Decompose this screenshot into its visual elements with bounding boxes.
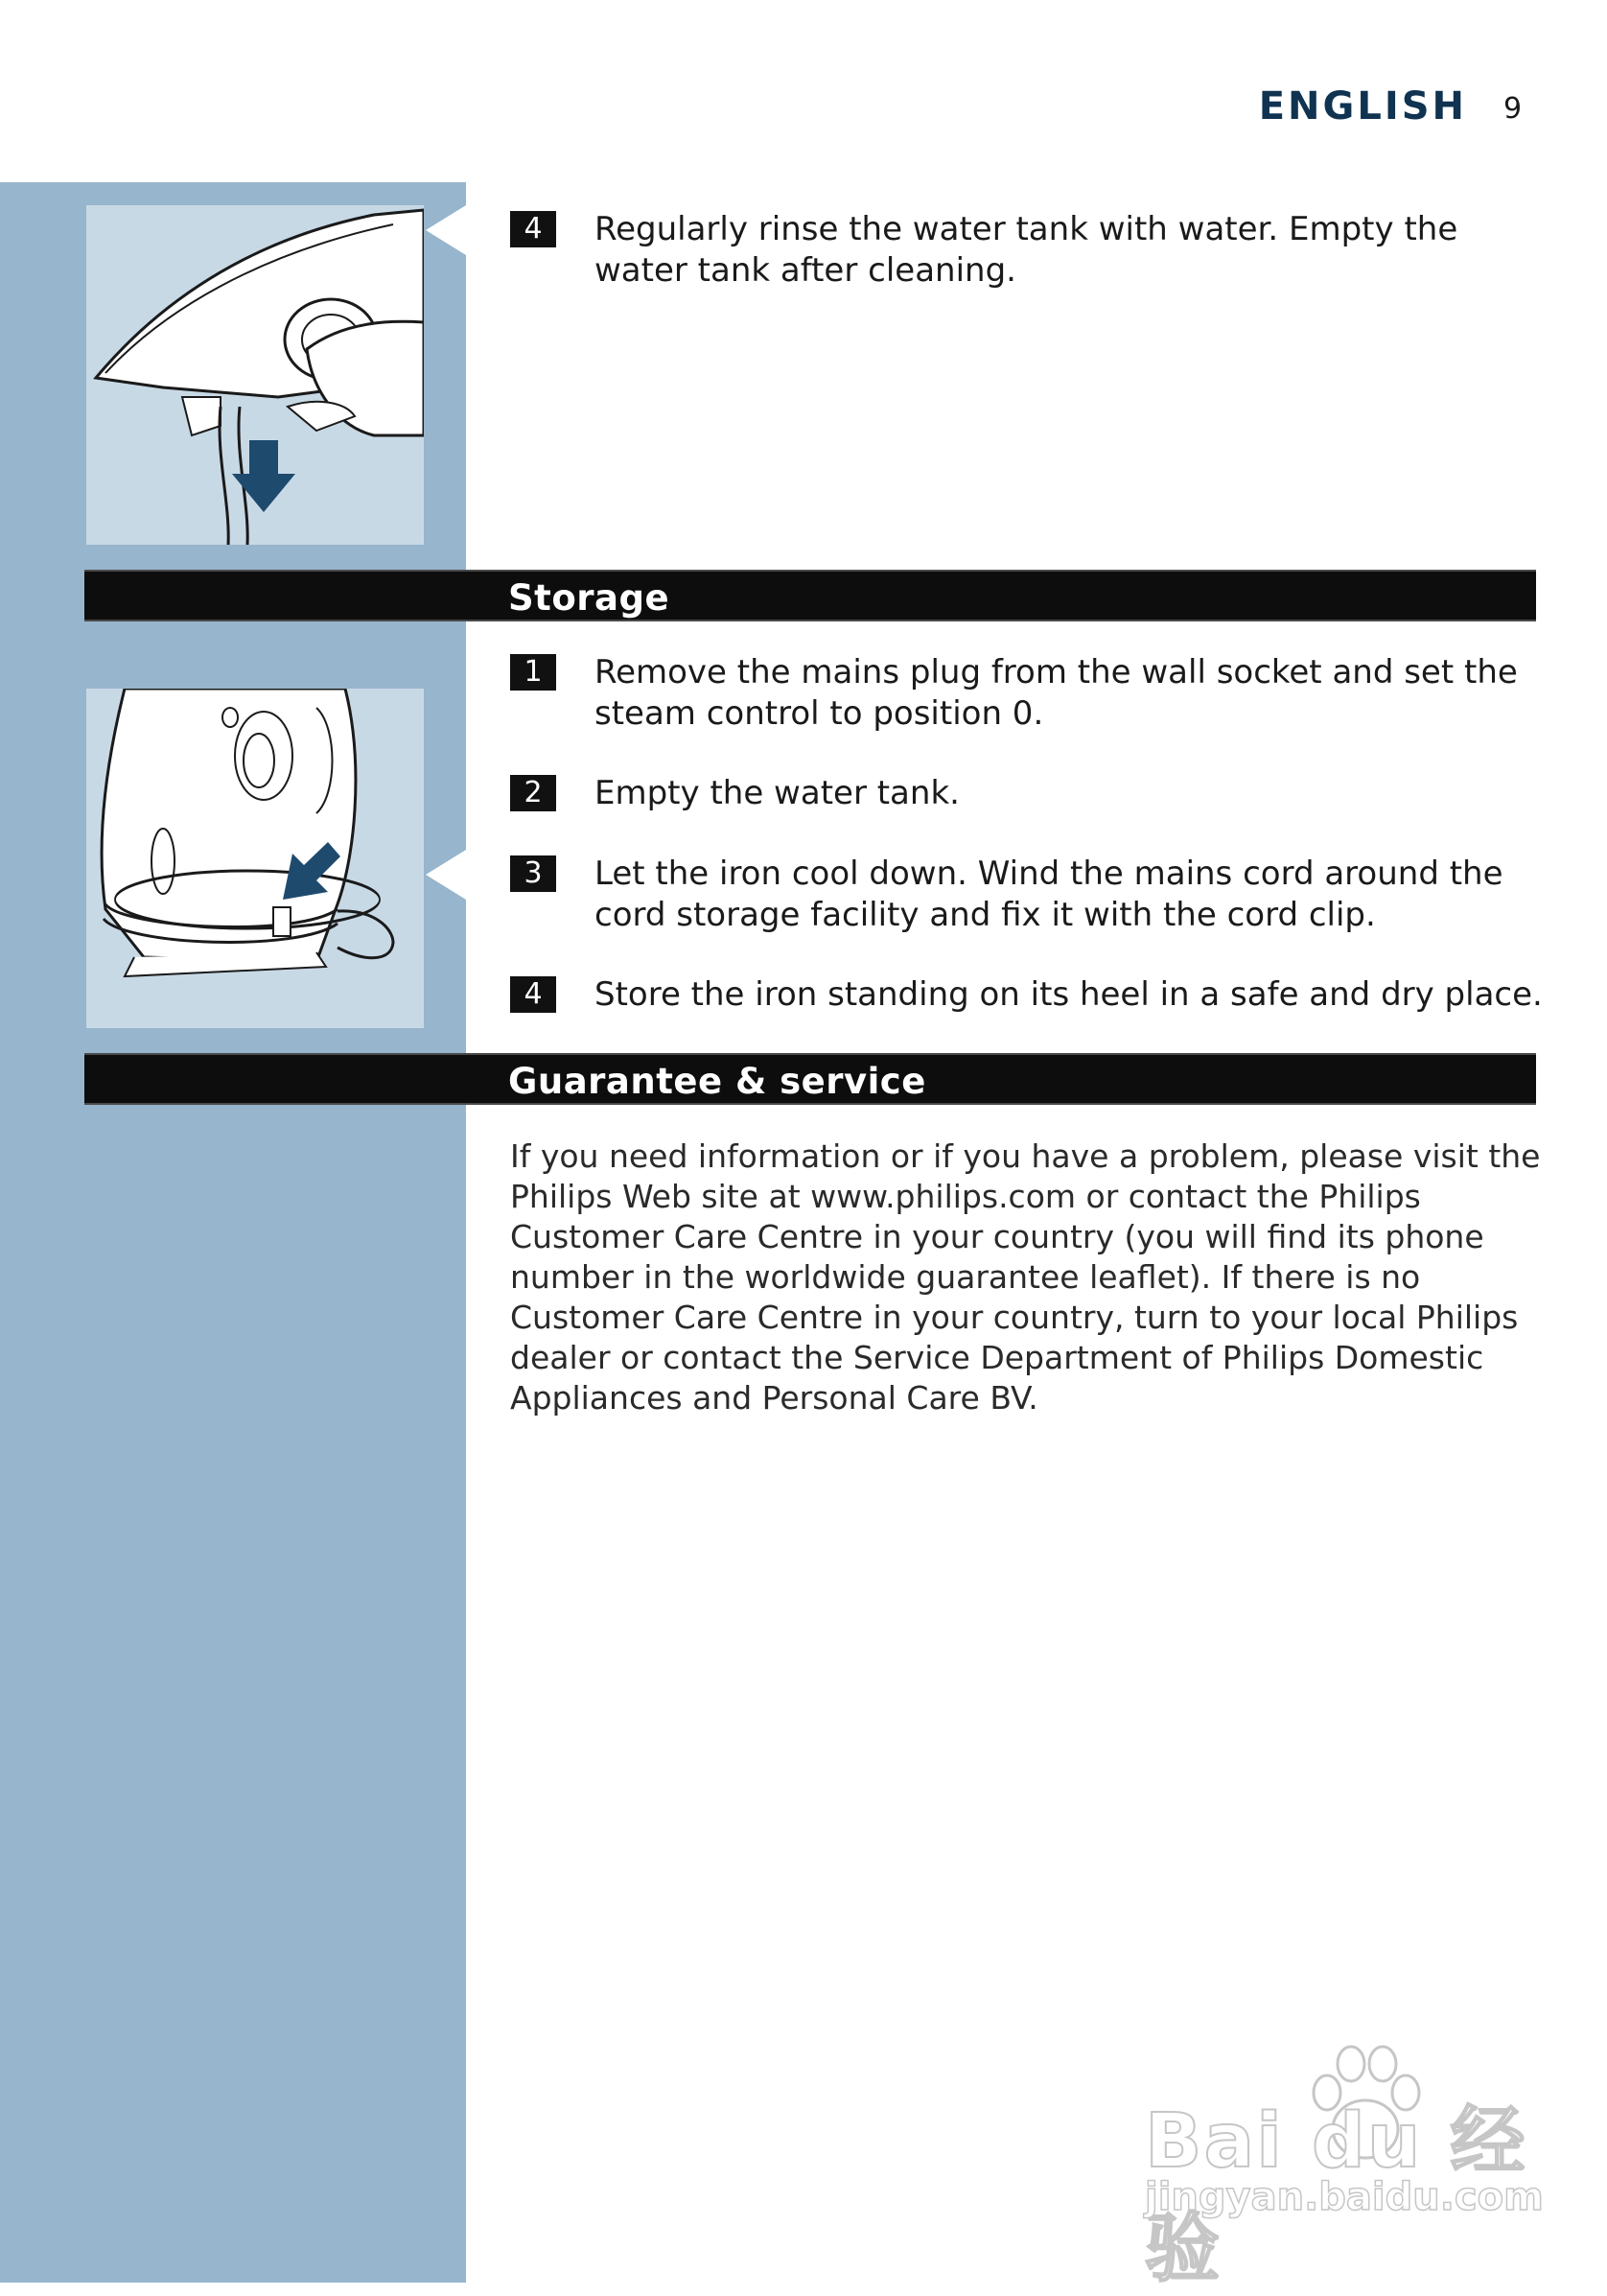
watermark-url: jingyan.baidu.com bbox=[1145, 2175, 1544, 2219]
illustration-pointer bbox=[426, 205, 466, 255]
step-number: 4 bbox=[510, 976, 556, 1013]
language-label: ENGLISH bbox=[1258, 84, 1467, 129]
step-text: Store the iron standing on its heel in a safe and dry place. bbox=[594, 975, 1543, 1014]
step-text: Empty the water tank. bbox=[594, 774, 960, 812]
baidu-watermark bbox=[1145, 2043, 1548, 2292]
step-text: Remove the mains plug from the wall socket and set the steam control to position 0. bbox=[594, 653, 1518, 733]
iron-cord-storage-illustration bbox=[86, 689, 424, 1028]
page-number: 9 bbox=[1503, 92, 1523, 126]
iron-rinse-tank-illustration bbox=[86, 205, 424, 545]
step-number: 2 bbox=[510, 775, 556, 811]
guarantee-body: If you need information or if you have a problem, please visit the Philips Web site at www.philips.com or contact the Philips Customer Care Centre in your country (you will find its phone number in the worldwide guarantee leaflet). If there is no Customer Care Centre in your country, turn to your local Philips dealer or contact the Service Department of Philips Domestic Appliances and Personal Care BV. bbox=[510, 1137, 1541, 1417]
step-number: 4 bbox=[510, 211, 556, 247]
section-title-storage: Storage bbox=[508, 577, 670, 619]
guarantee-section-bar bbox=[84, 1053, 1536, 1105]
step-number: 3 bbox=[510, 855, 556, 892]
step-number: 1 bbox=[510, 654, 556, 691]
step-text: Regularly rinse the water tank with water. Empty the water tank after cleaning. bbox=[594, 210, 1458, 290]
storage-section-bar bbox=[84, 570, 1536, 621]
section-title-guarantee: Guarantee & service bbox=[508, 1061, 926, 1102]
step-text: Let the iron cool down. Wind the mains cord around the cord storage facility and fix it with the cord clip. bbox=[594, 855, 1503, 934]
watermark-brand: Bai du 经验 bbox=[1145, 2098, 1527, 2292]
illustration-pointer bbox=[426, 850, 466, 900]
